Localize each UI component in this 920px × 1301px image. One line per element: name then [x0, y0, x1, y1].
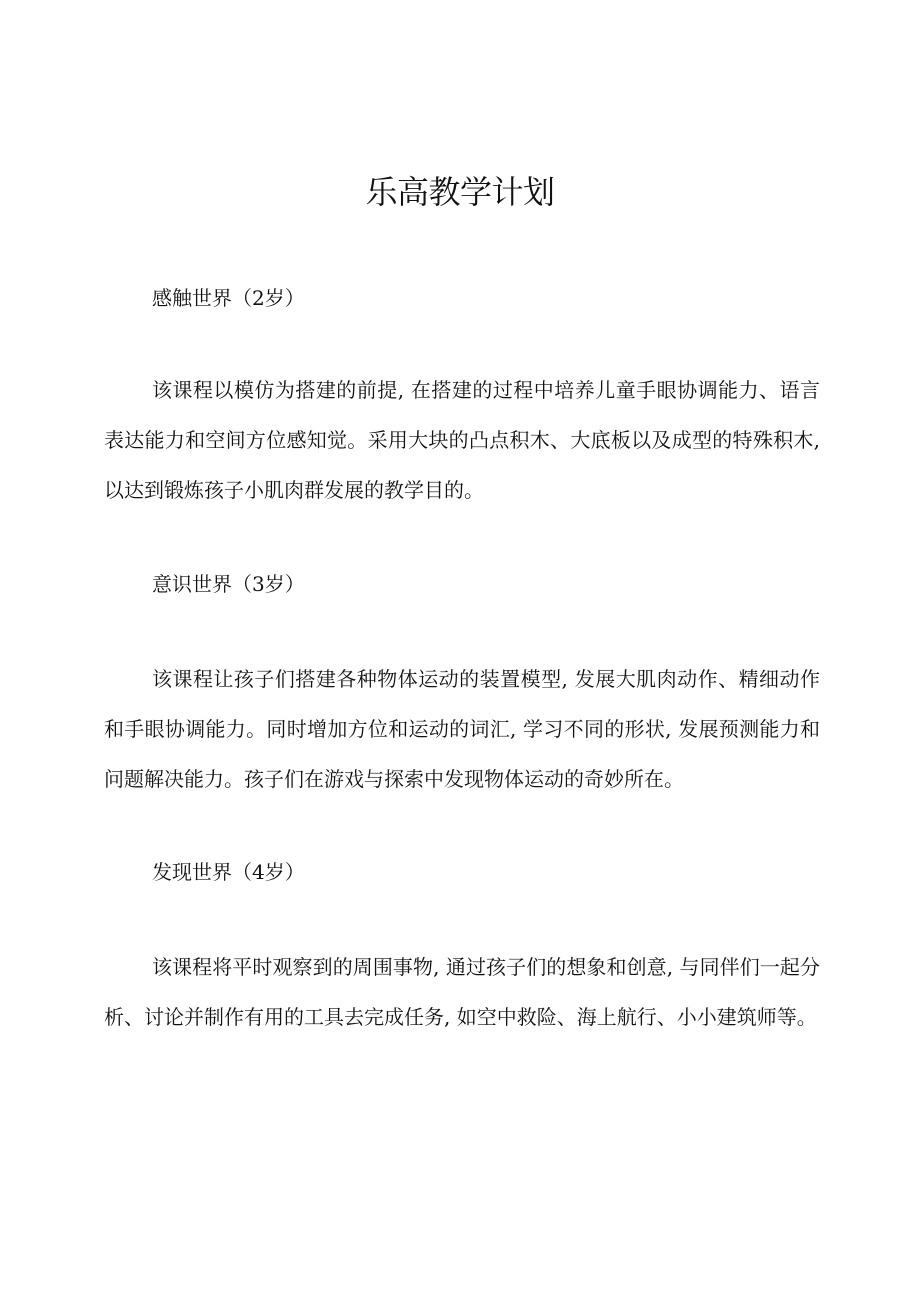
section-heading-sensing-world: 感触世界（2岁） [152, 286, 305, 310]
section-body-sensing-world: 该课程以模仿为搭建的前提, 在搭建的过程中培养儿童手眼协调能力、语言表达能力和空间方位感知觉。采用大块的凸点积木、大底板以及成型的特殊积木, 以达到锻炼孩子小肌肉群发展的教学目的。 [104, 378, 820, 502]
section-body-discovery-world: 该课程将平时观察到的周围事物, 通过孩子们的想象和创意, 与同伴们一起分析、讨论并制作有用的工具去完成任务, 如空中救险、海上航行、小小建筑师等。 [104, 955, 820, 1029]
section-heading-awareness-world: 意识世界（3岁） [152, 572, 305, 596]
document-title: 乐高教学计划 [365, 173, 555, 211]
section-body-awareness-world: 该课程让孩子们搭建各种物体运动的装置模型, 发展大肌肉动作、精细动作和手眼协调能力。同时增加方位和运动的词汇, 学习不同的形状, 发展预测能力和问题解决能力。孩子们在游戏与探索中发现物体运动的奇妙所在。 [104, 667, 820, 791]
section-heading-discovery-world: 发现世界（4岁） [152, 860, 305, 884]
